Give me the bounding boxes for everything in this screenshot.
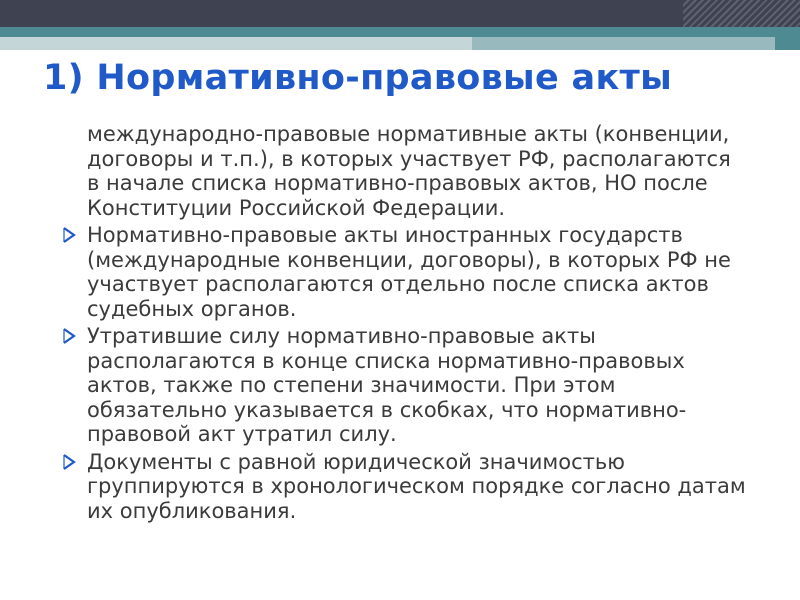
top-band <box>0 0 800 27</box>
list-item <box>58 223 748 321</box>
list-item <box>58 450 748 524</box>
chevron-right-icon <box>60 326 78 346</box>
list-item-text: Утратившие силу нормативно-правовые акты располагаются в конце списка нормативно-правовых актов, также по степени значимости. При этом обязательно указывается в скобках, что нормативно-правовой акт утратил силу. <box>87 324 687 446</box>
list-item <box>58 324 748 447</box>
hatch-pattern <box>683 0 800 27</box>
slide-title: 1) Нормативно-правовые акты <box>43 58 673 98</box>
light-strip <box>0 37 472 50</box>
chevron-right-icon <box>60 452 78 472</box>
bullet-list <box>58 122 748 526</box>
right-accent-block <box>775 37 800 50</box>
chevron-right-icon <box>60 225 78 245</box>
list-item <box>58 122 748 220</box>
list-item-text: Документы с равной юридической значимостью группируются в хронологическом порядке согласно датам их опубликования. <box>87 449 746 523</box>
accent-strip <box>0 27 800 37</box>
list-item-text: Нормативно-правовые акты иностранных государств (международные конвенции, договоры), в которых РФ не участвует располагаются отдельно после списка актов судебных органов. <box>87 223 731 321</box>
light-strip-right <box>472 37 800 50</box>
list-item-text: международно-правовые нормативные акты (конвенции, договоры и т.п.), в которых участвует РФ, располагаются в начале списка нормативно-правовых актов, НО после Конституции Российской Федерации. <box>87 122 731 220</box>
